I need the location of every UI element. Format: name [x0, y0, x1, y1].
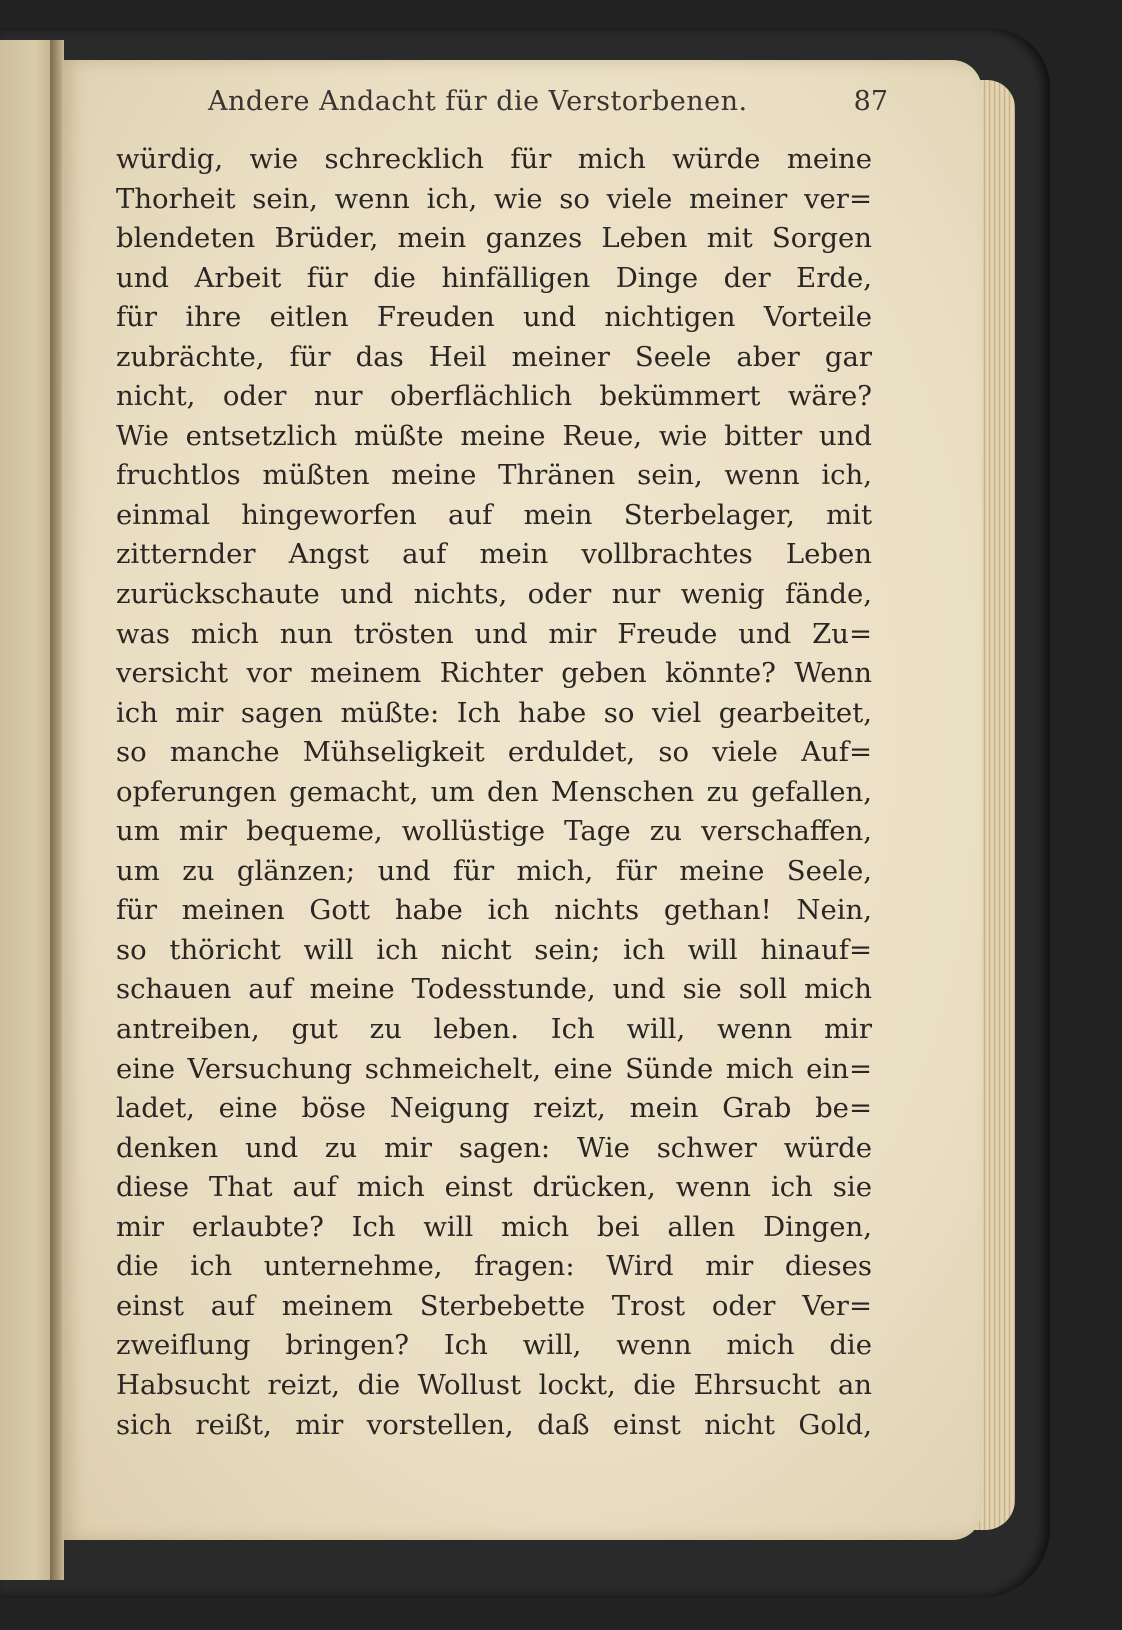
text-line: so manche Mühseligkeit erduldet, so viele Auf=	[116, 736, 872, 769]
page-number: 87	[853, 86, 888, 117]
text-line: denken und zu mir sagen: Wie schwer würde	[116, 1131, 872, 1164]
text-line: zubrächte, für das Heil meiner Seele aber gar	[116, 340, 872, 373]
text-line: so thöricht will ich nicht sein; ich will hinauf=	[116, 933, 872, 966]
text-line: antreiben, gut zu leben. Ich will, wenn mir	[116, 1013, 872, 1046]
running-title: Andere Andacht für die Verstorbenen.	[208, 86, 748, 117]
text-line: mir erlaubte? Ich will mich bei allen Dingen,	[116, 1210, 872, 1243]
text-line: versicht vor meinem Richter geben könnte? Wenn	[116, 657, 872, 690]
text-line: Wie entsetzlich müßte meine Reue, wie bitter und	[116, 419, 872, 452]
text-line: einst auf meinem Sterbebette Trost oder Ver=	[116, 1289, 872, 1322]
text-line: für ihre eitlen Freuden und nichtigen Vorteile	[116, 301, 872, 334]
text-line: blendeten Brüder, mein ganzes Leben mit Sorgen	[116, 222, 872, 255]
text-line: ladet, eine böse Neigung reizt, mein Grab be=	[116, 1092, 872, 1125]
text-line: fruchtlos müßten meine Thränen sein, wenn ich,	[116, 459, 872, 492]
text-line: schauen auf meine Todesstunde, und sie soll mich	[116, 973, 872, 1006]
text-line: Thorheit sein, wenn ich, wie so viele meiner ver=	[116, 182, 872, 215]
text-line: eine Versuchung schmeichelt, eine Sünde mich ein=	[116, 1052, 872, 1085]
text-line: um mir bequeme, wollüstige Tage zu verschaffen,	[116, 815, 872, 848]
text-line: um zu glänzen; und für mich, für meine Seele,	[116, 854, 872, 887]
text-line: was mich nun trösten und mir Freude und Zu=	[116, 617, 872, 650]
text-line: zweiflung bringen? Ich will, wenn mich die	[116, 1329, 872, 1362]
text-line: opferungen gemacht, um den Menschen zu gefallen,	[116, 775, 872, 808]
text-line: die ich unternehme, fragen: Wird mir dieses	[116, 1250, 872, 1283]
running-head	[208, 86, 888, 126]
text-line: einmal hingeworfen auf mein Sterbelager, mit	[116, 498, 872, 531]
text-line: würdig, wie schrecklich für mich würde meine	[116, 143, 872, 175]
text-line: für meinen Gott habe ich nichts gethan! Nein,	[116, 894, 872, 927]
text-line: zitternder Angst auf mein vollbrachtes Leben	[116, 538, 872, 571]
text-line: und Arbeit für die hinfälligen Dinge der Erde,	[116, 261, 872, 294]
text-line: Habsucht reizt, die Wollust lockt, die Ehrsucht an	[116, 1368, 872, 1401]
text-line: ich mir sagen müßte: Ich habe so viel gearbeitet,	[116, 696, 872, 729]
text-line: nicht, oder nur oberflächlich bekümmert wäre?	[116, 380, 872, 413]
text-line: zurückschaute und nichts, oder nur wenig fände,	[116, 578, 872, 611]
text-line: diese That auf mich einst drücken, wenn ich sie	[116, 1171, 872, 1204]
text-line: sich reißt, mir vorstellen, daß einst nicht Gold,	[116, 1408, 872, 1441]
body-text	[116, 140, 872, 1445]
